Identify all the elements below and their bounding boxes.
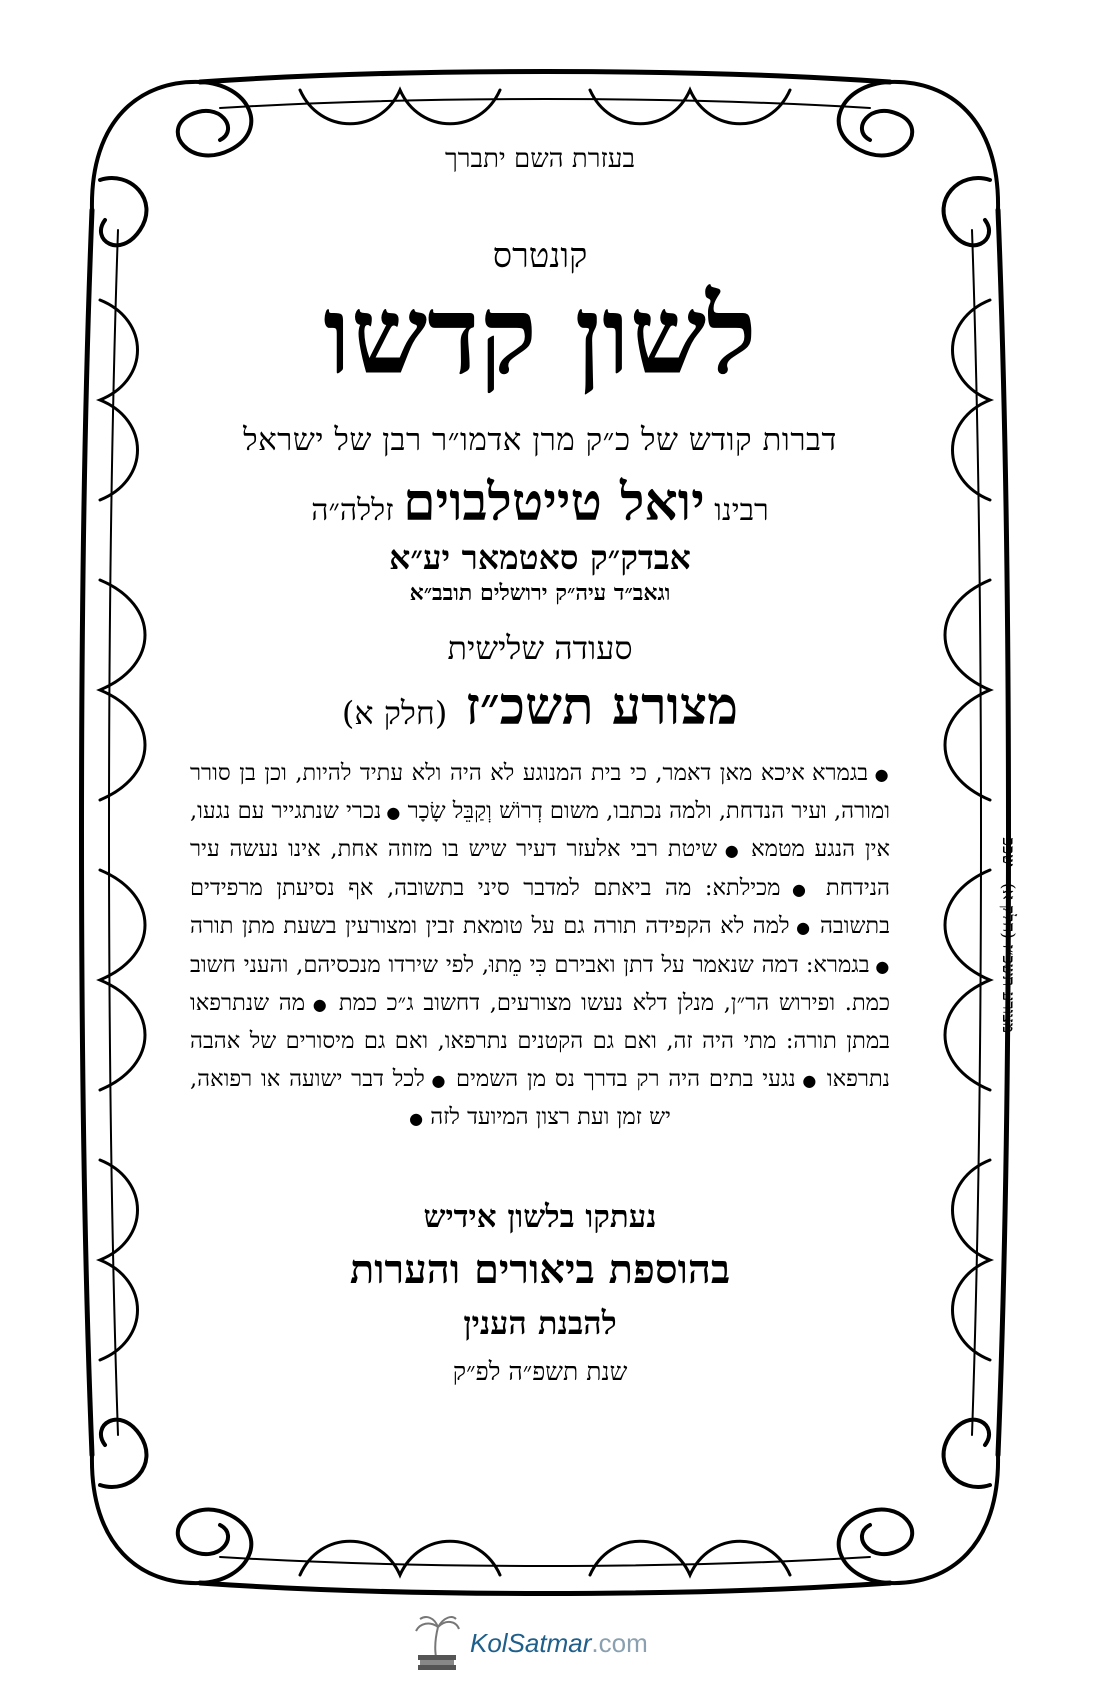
vegav-line: וגאב״ד עיה״ק ירושלים תובב״א — [409, 579, 671, 606]
bullet-icon: ● — [869, 956, 890, 976]
bullet-icon: ● — [409, 1109, 424, 1129]
brand-domain: .com — [591, 1627, 648, 1658]
bullet-icon: ● — [381, 803, 401, 823]
bullet-icon: ● — [717, 841, 742, 861]
parsha-title — [190, 677, 890, 737]
kolsatmar-logo[interactable] — [412, 1613, 648, 1673]
bullet-icon: ● — [424, 1070, 448, 1090]
translation-note: נעתקו בלשון אידיש — [423, 1198, 657, 1235]
summary-paragraph — [190, 755, 890, 1138]
book-title: לשון קדשו — [323, 272, 757, 399]
summary-item: לכל דבר ישועה או רפואה, יש זמן ועת רצון המיועד לזה — [190, 1065, 671, 1131]
palm-tree-books-icon — [412, 1615, 462, 1671]
parsha-name: מצורע תשכ״ז — [465, 675, 739, 737]
understanding-note: להבנת הענין — [463, 1304, 617, 1343]
dibros-line: דברות קודש של כ״ק מרן אדמו״ר רבן של ישראל — [243, 422, 837, 459]
brand-main: KolSatmar — [470, 1627, 592, 1658]
summary-item: נגעי בתים היה רק בדרך נס מן השמים — [447, 1065, 796, 1092]
author-line — [190, 473, 890, 533]
side-caption: מצורע תשכ״ז (חלק א) - שכפ — [998, 837, 1018, 1033]
author-suffix: זללה״ה — [311, 493, 394, 529]
bullet-icon: ● — [795, 1070, 819, 1090]
summary-item: למה לא הקפידה תורה גם על טומאת זבין ומצורעין בשעת מתן תורה — [190, 913, 790, 940]
bullet-icon: ● — [780, 879, 813, 899]
summary-item: מה שנתרפאו במתן תורה: מתי היה זה, ואם גם הקטנים נתרפאו, ואם גם מיסורים של אהבה נתרפאו — [190, 990, 890, 1092]
bullet-icon: ● — [868, 764, 890, 784]
author-prefix: רבינו — [714, 493, 769, 529]
summary-item: נכרי שנתגייר עם נגעו, אין הנגע מטמא — [190, 798, 891, 863]
year-line: שנת תשפ״ה לפ״ק — [452, 1357, 628, 1387]
brand-text — [470, 1628, 648, 1659]
av-beis-din-line: אבדק״ק סאטמאר יע״א — [389, 537, 691, 577]
bullet-icon: ● — [305, 995, 330, 1015]
parsha-part: (חלק א) — [341, 693, 448, 732]
author-name: יואל טייטלבוים — [403, 472, 705, 534]
seuda-label: סעודה שלישית — [447, 629, 633, 668]
title-page-content — [190, 145, 890, 1565]
summary-item: בגמרא איכא מאן דאמר, כי בית המנוגע לא היה ולא עתיד להיות, וכן בן סורר ומורה, ועיר הנדחת, ולמה נכתבו, משום דְרוֹשׁ וְקַבֵּל שָׂכָר — [190, 759, 890, 825]
kuntres-label: קונטרס — [492, 235, 588, 276]
beezras-hashem-line: בעזרת השם יתברך — [445, 144, 635, 174]
summary-item: מכילתא: מה ביאתם למדבר סיני בתשובה, אף נסיעתן מרפידים בתשובה — [190, 874, 890, 940]
bullet-icon: ● — [789, 918, 812, 938]
additions-note: בהוספת ביאורים והערות — [349, 1246, 731, 1294]
summary-item: בגמרא: דמה שנאמר על דתן ואבירם כִּי מֵתוּ, לפי שירדו מנכסיהם, והעני חשוב כמת. ופירוש הר״ן, מנלן דלא נעשו מצורעים, דחשוב ג״כ כמת — [190, 951, 891, 1017]
summary-item: שיטת רבי אלעזר דעיר שיש בו מזוזה אחת, אינו נעשה עיר הנידחת — [190, 836, 890, 901]
